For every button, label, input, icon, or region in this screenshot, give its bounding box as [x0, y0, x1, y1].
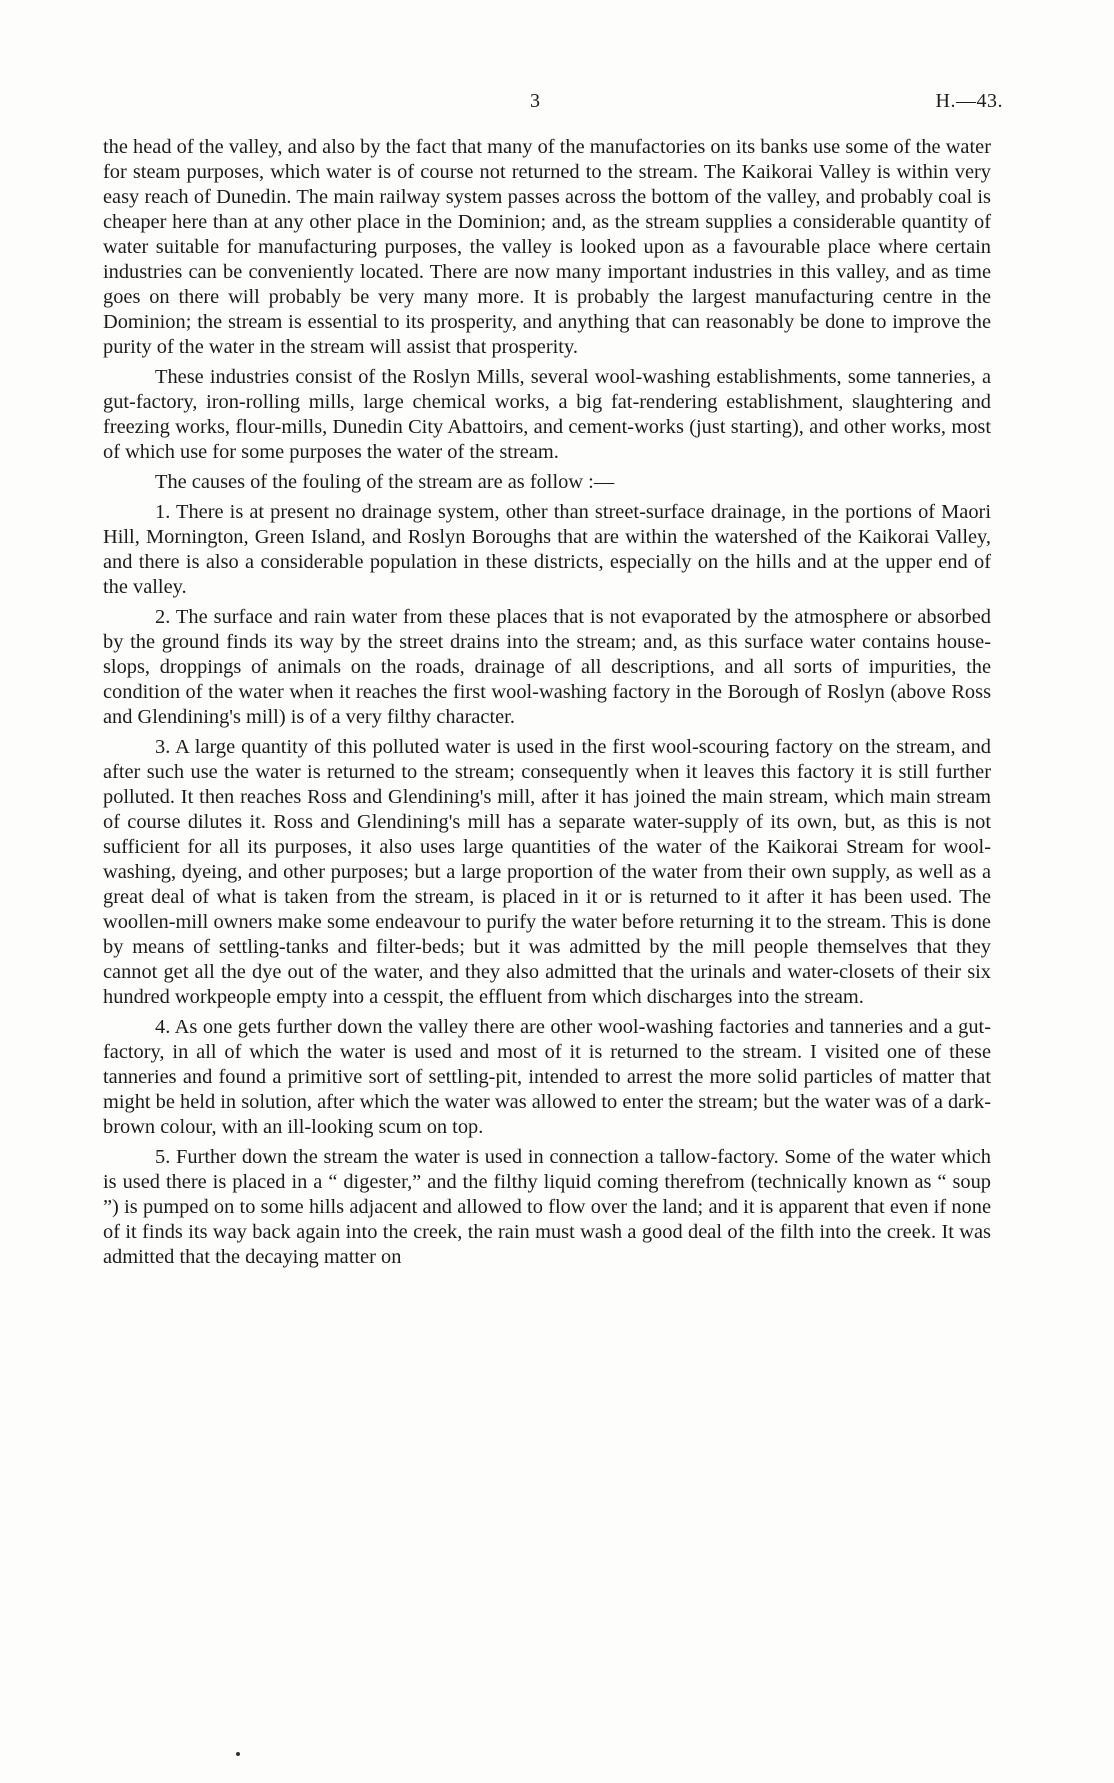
paragraph-cause-4: 4. As one gets further down the valley there are other wool-washing factories and tanneries and a gut-factory, in all of which the water is used and most of it is returned to the stream. I visited one of these tanneries and found a primitive sort of settling-pit, intended to arrest the more solid particles of matter that might be held in solution, after which the water was allowed to enter the stream; but the water was of a dark-brown colour, with an ill-looking scum on top.	[103, 1016, 991, 1138]
running-head	[0, 90, 1114, 116]
paragraph-continuation: the head of the valley, and also by the fact that many of the manufactories on its banks use some of the water for steam purposes, which water is of course not returned to the stream. The Kaikorai Valley is within very easy reach of Dunedin. The main railway system passes across the bottom of the valley, and probably coal is cheaper here than at any other place in the Dominion; and, as the stream supplies a considerable quantity of water suitable for manufacturing purposes, the valley is looked upon as a favourable place where certain industries can be conveniently located. There are now many important industries in this valley, and as time goes on there will probably be very many more. It is probably the largest manufacturing centre in the Dominion; the stream is essential to its prosperity, and anything that can reasonably be done to improve the purity of the water in the stream will assist that prosperity.	[103, 136, 991, 358]
page-number: 3	[530, 90, 541, 112]
body-text	[103, 135, 991, 1275]
paragraph-cause-5: 5. Further down the stream the water is used in connection a tallow-factory. Some of the water which is used there is placed in a “ digester,” and the filthy liquid coming therefrom (technically known as “ soup ”) is pumped on to some hills adjacent and allowed to flow over the land; and it is apparent that even if none of it finds its way back again into the creek, the rain must wash a good deal of the filth into the creek. It was admitted that the decaying matter on	[103, 1146, 991, 1268]
paragraph-cause-3: 3. A large quantity of this polluted water is used in the first wool-scouring factory on the stream, and after such use the water is returned to the stream; consequently when it leaves this factory it is still further polluted. It then reaches Ross and Glendining's mill, after it has joined the main stream, which main stream of course dilutes it. Ross and Glendining's mill has a separate water-supply of its own, but, as this is not sufficient for all its purposes, it also uses large quantities of the water of the Kaikorai Stream for wool-washing, dyeing, and other purposes; but a large proportion of the water from their own supply, as well as a great deal of what is taken from the stream, is placed in it or is returned to it after it has been used. The woollen-mill owners make some endeavour to purify the water before returning it to the stream. This is done by means of settling-tanks and filter-beds; but it was admitted by the mill people themselves that they cannot get all the dye out of the water, and they also admitted that the urinals and water-closets of their six hundred workpeople empty into a cesspit, the effluent from which discharges into the stream.	[103, 736, 991, 1008]
scan-speck	[236, 1752, 240, 1756]
paper-reference: H.—43.	[935, 90, 1003, 112]
paragraph-cause-2: 2. The surface and rain water from these places that is not evaporated by the atmosphere or absorbed by the ground finds its way by the street drains into the stream; and, as this surface water contains house-slops, droppings of animals on the roads, drainage of all descriptions, and all sorts of impurities, the condition of the water when it reaches the first wool-washing factory in the Borough of Roslyn (above Ross and Glendining's mill) is of a very filthy character.	[103, 606, 991, 728]
paragraph-industries: These industries consist of the Roslyn Mills, several wool-washing establishments, some tanneries, a gut-factory, iron-rolling mills, large chemical works, a big fat-rendering establishment, slaughtering and freezing works, flour-mills, Dunedin City Abattoirs, and cement-works (just starting), and other works, most of which use for some purposes the water of the stream.	[103, 366, 991, 463]
paragraph-causes-intro: The causes of the fouling of the stream are as follow :—	[155, 471, 615, 493]
paragraph-cause-1: 1. There is at present no drainage system, other than street-surface drainage, in the portions of Maori Hill, Mornington, Green Island, and Roslyn Boroughs that are within the watershed of the Kaikorai Valley, and there is also a considerable population in these districts, especially on the hills and at the upper end of the valley.	[103, 501, 991, 598]
